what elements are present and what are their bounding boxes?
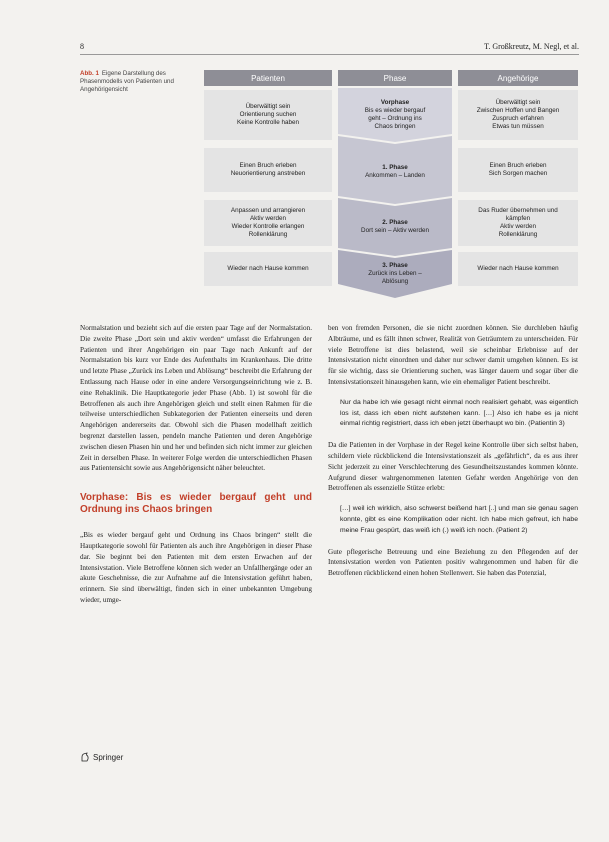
- phase-title: Vorphase: [380, 98, 410, 106]
- phase-row-1: [338, 90, 452, 140]
- phase-subtitle: Dort sein – Aktiv werden: [361, 227, 429, 234]
- body-paragraph: Gute pflegerische Betreuung und eine Beziehung zu den Pflegenden auf der Intensivstation werden von Patienten positiv wahrgenommen und haben für die Betroffenen rückblickend einen hohen Stellenwert. Sie haben das Potenzial,: [328, 547, 578, 578]
- section-heading: Vorphase: Bis es wieder bergauf geht und Ordnung ins Chaos bringen: [80, 492, 312, 516]
- patient-item: Keine Kontrolle haben: [237, 119, 299, 127]
- patient-row-4: [204, 252, 332, 286]
- figure-caption-text: Eigene Darstellung des Phasenmodells von Patienten und Angehörigensicht: [80, 70, 174, 93]
- column-header-relatives: Angehörige: [458, 70, 578, 86]
- figure-label: Abb. 1: [80, 70, 99, 77]
- patient-item: Einen Bruch erleben: [239, 161, 297, 169]
- phase-diagram: [204, 70, 578, 298]
- body-paragraph: Normalstation und bezieht sich auf die ersten paar Tage auf der Normalstation. Die zweite Phase „Dort sein und aktiv werden“ umfasst die Erfahrungen der Patienten und ihrer Angehörigen ein paar Tage nach Ankunft auf der Normalstation bis kurz vor Ende des Aufenthalts im Krankenhaus. Die dritte und letzte Phase „Zurück ins Leben und Ablösung“ beschreibt die Erfahrung der Entlassung nach Hause oder in eine andere Versorgungseinrichtung wie z. B. eine Rehaklinik. Die Hauptkategorie jeder Phase (Abb. 1) ist sowohl für die Betroffenen als auch ihre Angehörigen gleich und stellt einen Rahmen für die teilweise unterschiedlichen Subkategorien der Patienten einerseits und deren Angehörigen andererseits dar. Obwohl sich die Phasen modellhaft zeitlich begrenzt darstellen lassen, pendeln manche Patienten und deren Angehörige zwischen diesen Phasen hin und her und befinden sich nicht immer zur gleichen Zeit in derselben Phase. In weiterer Folge werden die unterschiedlichen Phasen aus Patientensicht sowie aus Angehörigensicht näher beleuchtet.: [80, 324, 312, 473]
- patient-row-3: [204, 200, 332, 246]
- phase-subtitle: Ankommen – Landen: [365, 172, 425, 179]
- relatives-item: Überwältigt sein: [495, 98, 541, 106]
- phase-title: 2. Phase: [382, 218, 408, 226]
- relatives-item: Etwas tun müssen: [492, 123, 544, 131]
- relatives-row-1: [458, 90, 578, 140]
- relatives-item: Sich Sorgen machen: [488, 170, 548, 177]
- figure-caption: [80, 70, 190, 93]
- relatives-item: Zwischen Hoffen und Bangen: [476, 106, 560, 114]
- phase-row-4: [338, 256, 452, 292]
- phase-subtitle: Ablösung: [381, 278, 409, 286]
- body-paragraph: ben von fremden Personen, die sie nicht zuordnen können. Sie durchleben häufig Albträume, und es fällt ihnen schwer, Realität von Geträumtem zu unterscheiden. Für viele Betroffene ist dies belastend, weil sie scheinbar Erlebnisse auf der Intensivstation nicht einordnen und daher nur schwer damit umgehen können. Es ist für sie wichtig, dass sie Orientierung suchen, was länger dauern und sogar über die Intensivstationszeit hinausgehen kann, wie ein ehemaliger Patient beschreibt.: [328, 324, 578, 386]
- column-header-patients: Patienten: [204, 70, 332, 86]
- relatives-item: Wieder nach Hause kommen: [477, 264, 559, 272]
- phase-title: 3. Phase: [382, 261, 408, 269]
- relatives-item: Zuspruch erfahren: [492, 115, 544, 122]
- phase-subtitle: Chaos bringen: [374, 123, 416, 131]
- publisher-logo: [80, 752, 123, 762]
- phase-row-3: [338, 204, 452, 250]
- relatives-item: Rollenklärung: [498, 231, 538, 239]
- right-column: [328, 323, 578, 589]
- relatives-item: Aktiv werden: [499, 223, 537, 230]
- relatives-row-3: [458, 200, 578, 246]
- patient-item: Aktiv werden: [249, 214, 287, 222]
- interview-quote: Nur da habe ich wie gesagt nicht einmal noch realisiert gehabt, was eigentlich los ist, dass ich eben nicht aufstehen kann. […] Also ich habe es ja nicht einmal richtig registriert, dass ich eben jetzt überhaupt wo bin. (Patientin 3): [340, 398, 578, 428]
- patient-item: Anpassen und arrangieren: [230, 206, 306, 214]
- phase-subtitle: Bis es wieder bergauf: [364, 106, 426, 114]
- phase-title: 1. Phase: [382, 163, 408, 171]
- phase-subtitle: Zurück ins Leben –: [368, 269, 422, 277]
- header-rule: [80, 54, 579, 55]
- patient-item: Orientierung suchen: [239, 110, 297, 118]
- relatives-row-4: [458, 252, 578, 286]
- springer-horse-icon: [80, 752, 90, 762]
- patient-item: Neuorientierung anstreben: [230, 170, 306, 177]
- page-number: 8: [80, 42, 84, 51]
- relatives-item: Einen Bruch erleben: [489, 161, 547, 169]
- patient-item: Wieder nach Hause kommen: [227, 264, 309, 272]
- body-paragraph: „Bis es wieder bergauf geht und Ordnung ins Chaos bringen“ stellt die Hauptkategorie sowohl für Patienten als auch ihre Angehörigen in dieser Phase dar. Sie beginnt bei den Patienten mit dem ersten Erwachen auf der Intensivstation. Viele Betroffene können sich weder an Unfallhergänge oder an akute Geschehnisse, die zur Aufnahme auf die Intensivstation geführt haben, erinnern. Sie sind überwältigt, finden sich in einer unbekannten Umgebung wieder, umge-: [80, 531, 312, 604]
- relatives-item: kämpfen: [505, 214, 531, 222]
- running-head: T. Großkreutz, M. Negl, et al.: [484, 42, 579, 51]
- body-paragraph: Da die Patienten in der Vorphase in der Regel keine Kontrolle über sich selbst haben, schildern viele rückblickend die Intensivstationszeit als „gefährlich“, da es aus ihrer Sicht jederzeit zu einer Verschlechterung des Gesundheitszustandes kommen könnte. Aufgrund dieser wahrgenommenen latenten Gefahr werden Angehörige von den Betroffenen als essenzielle Stütze erlebt:: [328, 441, 578, 493]
- publisher-name: Springer: [93, 752, 124, 762]
- patient-row-2: [204, 148, 332, 192]
- column-header-phase: Phase: [338, 70, 452, 86]
- phase-subtitle: geht – Ordnung ins: [368, 115, 422, 122]
- phase-row-2: [338, 150, 452, 194]
- relatives-row-2: [458, 148, 578, 192]
- relatives-item: Das Ruder übernehmen und: [478, 206, 558, 214]
- patient-row-1: [204, 90, 332, 140]
- left-column: [80, 323, 312, 616]
- patient-item: Überwältigt sein: [245, 102, 291, 110]
- patient-item: Wieder Kontrolle erlangen: [231, 223, 305, 230]
- patient-item: Rollenklärung: [248, 231, 288, 239]
- interview-quote: […] weil ich wirklich, also schwerst beißend hart [..] und man sie genau sagen konnte, gibt es eine Komplikation oder nicht. Ich habe mich gefreut, ich habe meine Frau gespürt, das weiß ich (.) weiß ich noch. (Patient 2): [340, 505, 578, 534]
